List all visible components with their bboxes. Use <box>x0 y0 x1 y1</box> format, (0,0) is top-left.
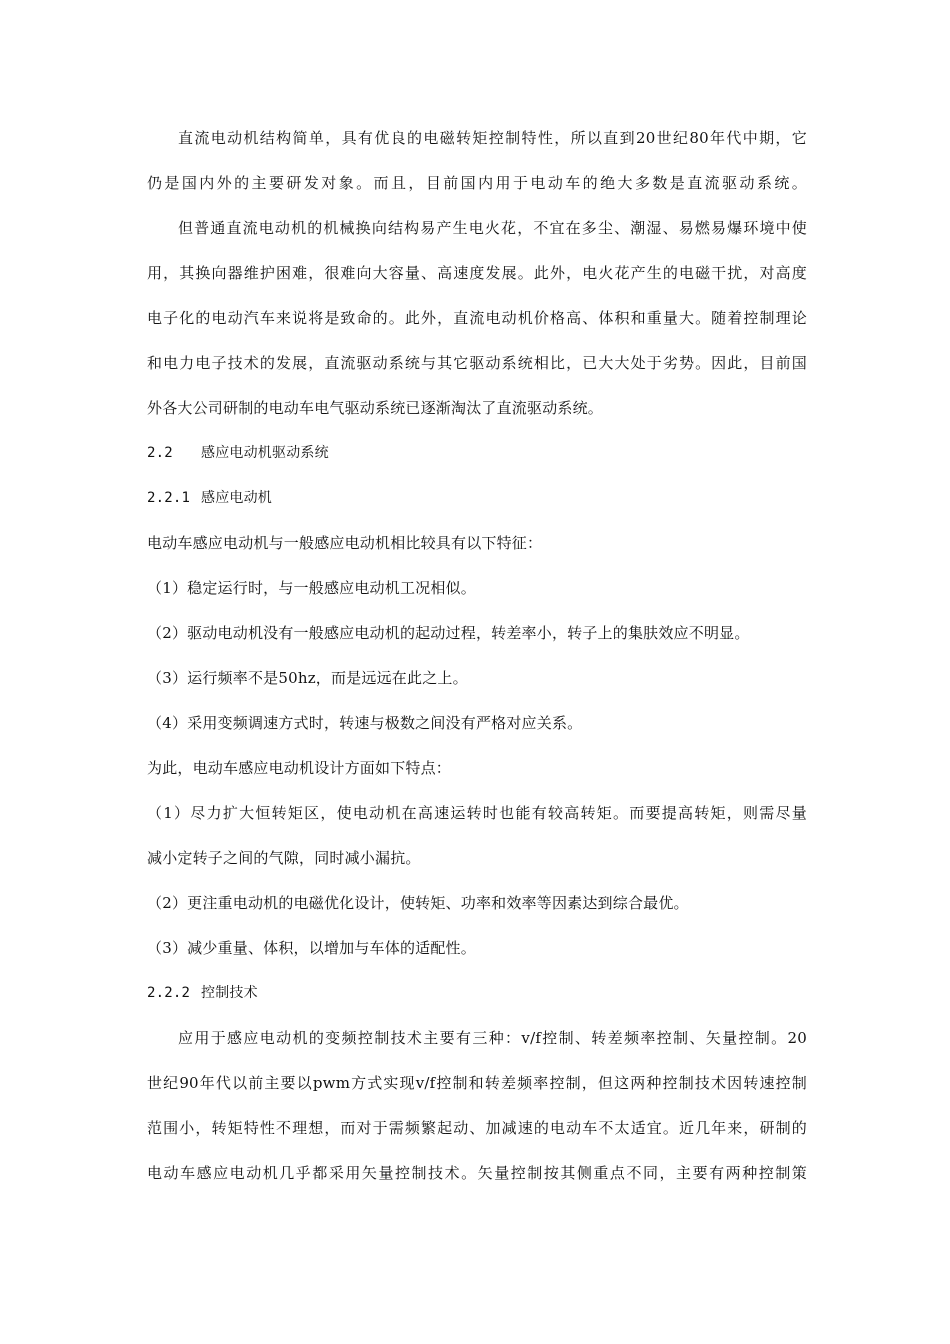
design-item-1-line-2: 减小定转子之间的气隙，同时减小漏抗。 <box>147 849 421 867</box>
section-heading-2-2-2 <box>147 983 807 1003</box>
design-item-1-line-1: （1）尽力扩大恒转矩区，使电动机在高速运转时也能有较高转矩。而要提高转矩，则需尽量 <box>147 804 807 822</box>
paragraph-dc-drawbacks-line-3: 电子化的电动汽车来说将是致命的。此外，直流电动机价格高、体积和重量大。随着控制理论 <box>147 309 807 327</box>
paragraph-control-line-4: 电动车感应电动机几乎都采用矢量控制技术。矢量控制按其侧重点不同，主要有两种控制策 <box>147 1164 807 1182</box>
section-heading-2-2 <box>147 443 807 463</box>
section-title: 感应电动机驱动系统 <box>201 445 329 461</box>
feature-item-4: （4）采用变频调速方式时，转速与极数之间没有严格对应关系。 <box>147 714 583 732</box>
section-number: 2.2.1 <box>147 490 191 506</box>
section-number: 2.2 <box>147 445 173 461</box>
section-number: 2.2.2 <box>147 985 191 1001</box>
paragraph-dc-drawbacks-line-2: 用，其换向器维护困难，很难向大容量、高速度发展。此外，电火花产生的电磁干扰，对高度 <box>147 264 807 282</box>
feature-item-1: （1）稳定运行时，与一般感应电动机工况相似。 <box>147 579 476 597</box>
paragraph-dc-motor-line-1: 直流电动机结构简单，具有优良的电磁转矩控制特性，所以直到20世纪80年代中期，它 <box>178 129 807 147</box>
section-title: 感应电动机 <box>201 490 272 506</box>
design-item-3: （3）减少重量、体积，以增加与车体的适配性。 <box>147 939 476 957</box>
paragraph-control-line-3: 范围小，转矩特性不理想，而对于需频繁起动、加减速的电动车不太适宜。近几年来，研制的 <box>147 1119 807 1137</box>
paragraph-dc-drawbacks-line-1: 但普通直流电动机的机械换向结构易产生电火花，不宜在多尘、潮湿、易燃易爆环境中使 <box>178 219 807 237</box>
paragraph-control-line-1: 应用于感应电动机的变频控制技术主要有三种：v/f控制、转差频率控制、矢量控制。20 <box>178 1029 807 1047</box>
design-intro: 为此，电动车感应电动机设计方面如下特点： <box>147 759 452 777</box>
design-item-2: （2）更注重电动机的电磁优化设计，使转矩、功率和效率等因素达到综合最优。 <box>147 894 689 912</box>
features-intro: 电动车感应电动机与一般感应电动机相比较具有以下特征： <box>147 534 543 552</box>
feature-item-3: （3）运行频率不是50hz，而是远远在此之上。 <box>147 669 468 687</box>
section-title: 控制技术 <box>201 985 258 1001</box>
paragraph-dc-drawbacks-line-5: 外各大公司研制的电动车电气驱动系统已逐渐淘汰了直流驱动系统。 <box>147 399 604 417</box>
paragraph-dc-motor-line-2: 仍是国内外的主要研发对象。而且，目前国内用于电动车的绝大多数是直流驱动系统。 <box>147 174 807 192</box>
section-heading-2-2-1 <box>147 488 807 508</box>
feature-item-2: （2）驱动电动机没有一般感应电动机的起动过程，转差率小，转子上的集肤效应不明显。 <box>147 624 750 642</box>
paragraph-dc-drawbacks-line-4: 和电力电子技术的发展，直流驱动系统与其它驱动系统相比，已大大处于劣势。因此，目前国 <box>147 354 807 372</box>
paragraph-control-line-2: 世纪90年代以前主要以pwm方式实现v/f控制和转差频率控制，但这两种控制技术因转速控制 <box>147 1074 807 1092</box>
